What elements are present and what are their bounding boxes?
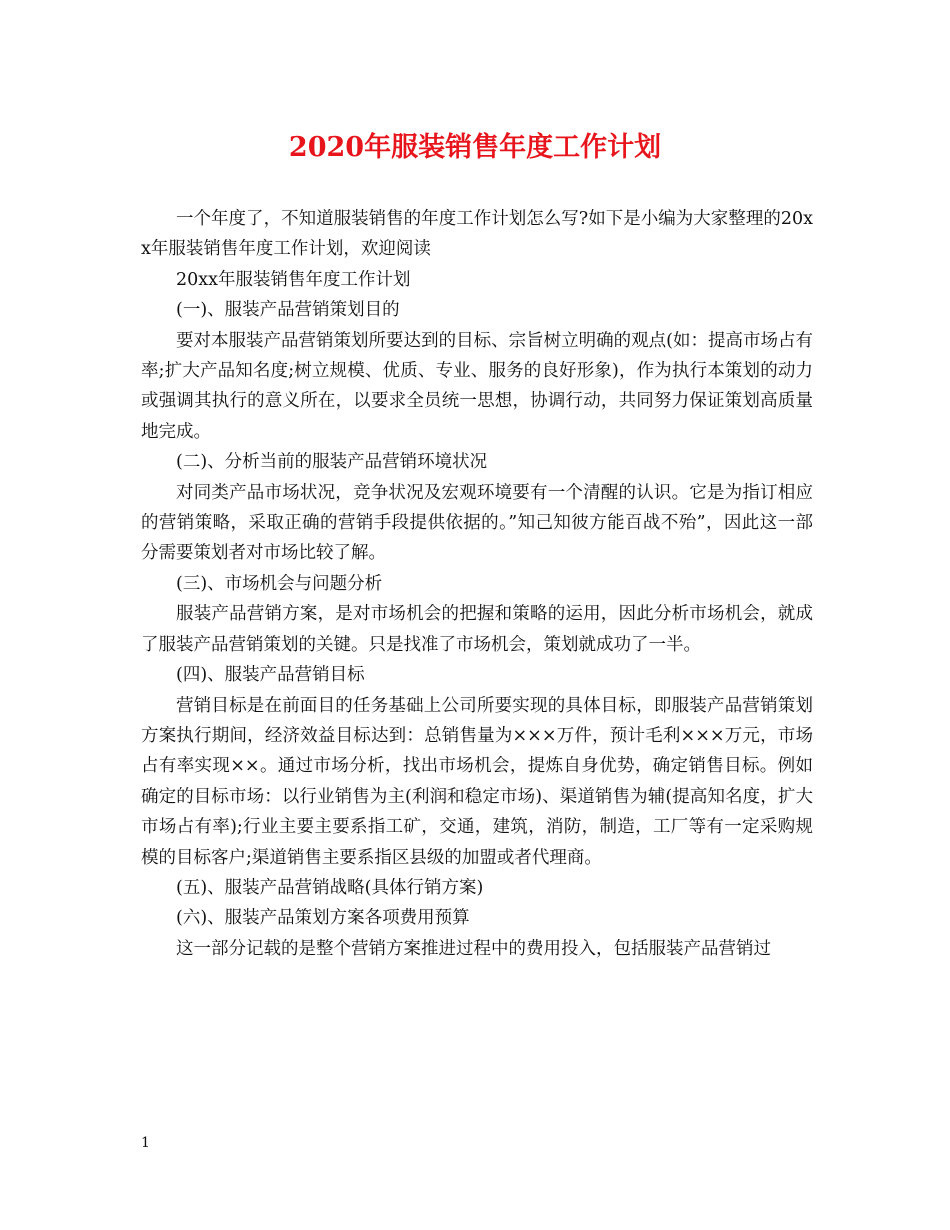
- section-heading-4: (四)、服装产品营销目标: [176, 665, 365, 686]
- document-title: 2020年服装销售年度工作计划: [288, 132, 662, 163]
- paragraph-section-4: 营销目标是在前面目的任务基础上公司所要实现的具体目标，即服装产品营销策划方案执行期间，经济效益目标达到：总销售量为×××万件，预计毛利×××万元，市场占有率实现××。通过市场分析，找出市场机会，提炼自身优势，确定销售目标。例如确定的目标市场：以行业销售为主(利润和稳定市场)、渠道销售为辅(提高知名度，扩大市场占有率);行业主要主要系指工矿，交通，建筑，消防，制造，工厂等有一定采购规模的目标客户;渠道销售主要系指区县级的加盟或者代理商。: [141, 695, 813, 868]
- paragraph-section-1: 要对本服装产品营销策划所要达到的目标、宗旨树立明确的观点(如：提高市场占有率;扩大产品知名度;树立规模、优质、专业、服务的良好形象)，作为执行本策划的动力或强调其执行的意义所在，以要求全员统一思想，协调行动，共同努力保证策划高质量地完成。: [141, 330, 813, 442]
- document-body: [141, 204, 813, 964]
- section-heading-5: (五)、服装产品营销战略(具体行销方案): [176, 877, 484, 898]
- paragraph-section-2: 对同类产品市场状况，竞争状况及宏观环境要有一个清醒的认识。它是为指订相应的营销策略，采取正确的营销手段提供依据的。”知己知彼方能百战不殆”，因此这一部分需要策划者对市场比较了解。: [141, 482, 813, 564]
- section-heading-6: (六)、服装产品策划方案各项费用预算: [176, 908, 470, 929]
- section-heading-1: (一)、服装产品营销策划目的: [176, 300, 400, 321]
- section-heading-3: (三)、市场机会与问题分析: [176, 573, 383, 594]
- paragraph-subtitle: 20xx年服装销售年度工作计划: [176, 269, 411, 290]
- paragraph-section-3: 服装产品营销方案，是对市场机会的把握和策略的运用，因此分析市场机会，就成了服装产品营销策划的关键。只是找准了市场机会，策划就成功了一半。: [141, 604, 813, 655]
- page-number: 1: [141, 1135, 150, 1151]
- paragraph-section-6: 这一部分记载的是整个营销方案推进过程中的费用投入，包括服装产品营销过: [176, 938, 771, 959]
- section-heading-2: (二)、分析当前的服装产品营销环境状况: [176, 452, 488, 473]
- paragraph-intro: 一个年度了，不知道服装销售的年度工作计划怎么写?如下是小编为大家整理的20xx年服装销售年度工作计划，欢迎阅读: [141, 209, 813, 260]
